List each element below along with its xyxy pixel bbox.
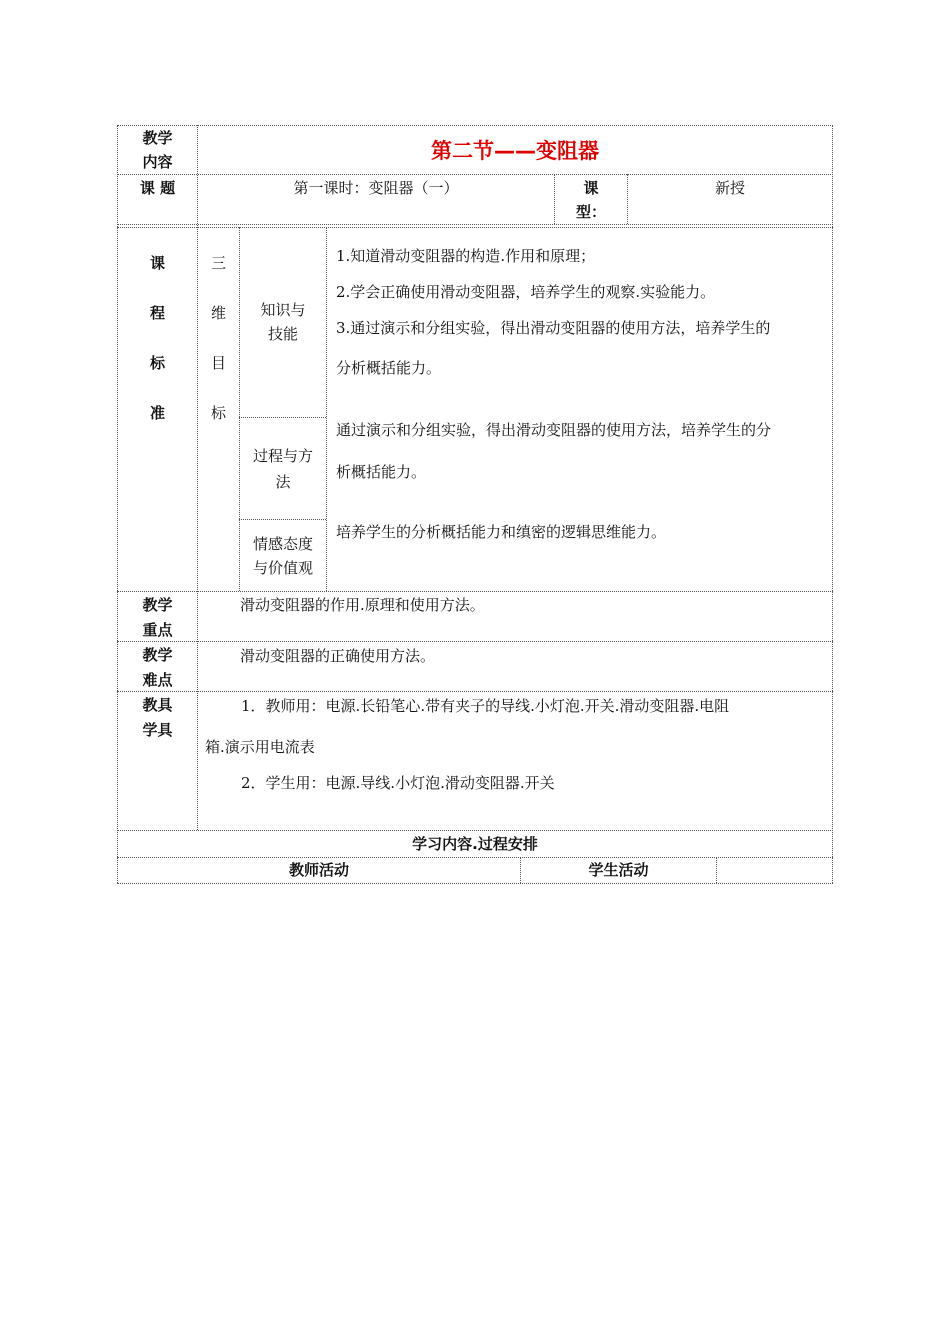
knowledge-item-3: 3.通过演示和分组实验，得出滑动变阻器的使用方法，培养学生的 (336, 319, 771, 337)
three-dim-char-3: 目 (210, 354, 226, 372)
emotion-label-line2: 与价值观 (252, 559, 313, 577)
difficulty-text: 滑动变阻器的正确使用方法。 (240, 647, 436, 665)
knowledge-label-line1: 知识与 (260, 301, 306, 319)
three-dim-char-2: 维 (210, 304, 226, 322)
type-value: 新授 (714, 179, 745, 197)
standards-char-1: 课 (149, 254, 165, 272)
difficulty-label-line2: 难点 (142, 671, 173, 689)
process-label-line2: 法 (275, 473, 291, 491)
type-label-line1: 课 (583, 179, 599, 197)
knowledge-item-3-cont: 分析概括能力。 (336, 359, 442, 377)
arrangement-heading: 学习内容.过程安排 (412, 835, 538, 853)
teacher-activity-header: 教师活动 (288, 861, 349, 879)
process-text-line2: 析概括能力。 (336, 463, 427, 481)
key-points-label-line1: 教学 (142, 596, 173, 614)
content-label-line2: 内容 (142, 153, 173, 171)
student-activity-header: 学生活动 (588, 861, 649, 879)
content-label-line1: 教学 (142, 129, 173, 147)
key-points-text: 滑动变阻器的作用.原理和使用方法。 (240, 596, 485, 614)
knowledge-item-1: 1.知道滑动变阻器的构造.作用和原理； (336, 247, 596, 265)
three-dim-char-1: 三 (210, 254, 226, 272)
standards-char-2: 程 (149, 304, 165, 322)
type-label-line2: 型： (575, 203, 606, 221)
key-points-label-line2: 重点 (142, 621, 173, 639)
topic-value: 第一课时：变阻器（一） (293, 179, 459, 197)
page-title: 第二节——变阻器 (431, 139, 599, 163)
standards-char-4: 准 (149, 404, 165, 422)
knowledge-label-line2: 技能 (267, 325, 298, 343)
tools-student-line: 2．学生用：电源.导线.小灯泡.滑动变阻器.开关 (241, 774, 555, 792)
topic-label: 课 题 (139, 179, 176, 197)
tools-teacher-line1: 1．教师用：电源.长铅笔心.带有夹子的导线.小灯泡.开关.滑动变阻器.电阻 (241, 697, 730, 715)
process-label-line1: 过程与方 (252, 447, 313, 465)
tools-teacher-line2: 箱.演示用电流表 (205, 738, 315, 756)
tools-label-line2: 学具 (142, 721, 173, 739)
knowledge-item-2: 2.学会正确使用滑动变阻器，培养学生的观察.实验能力。 (336, 283, 716, 301)
emotion-label-line1: 情感态度 (252, 535, 313, 553)
standards-char-3: 标 (149, 354, 165, 372)
emotion-text: 培养学生的分析概括能力和缜密的逻辑思维能力。 (336, 523, 667, 541)
difficulty-label-line1: 教学 (142, 646, 173, 664)
three-dim-char-4: 标 (210, 404, 226, 422)
tools-label-line1: 教具 (142, 696, 173, 714)
process-text-line1: 通过演示和分组实验，得出滑动变阻器的使用方法，培养学生的分 (336, 421, 772, 439)
